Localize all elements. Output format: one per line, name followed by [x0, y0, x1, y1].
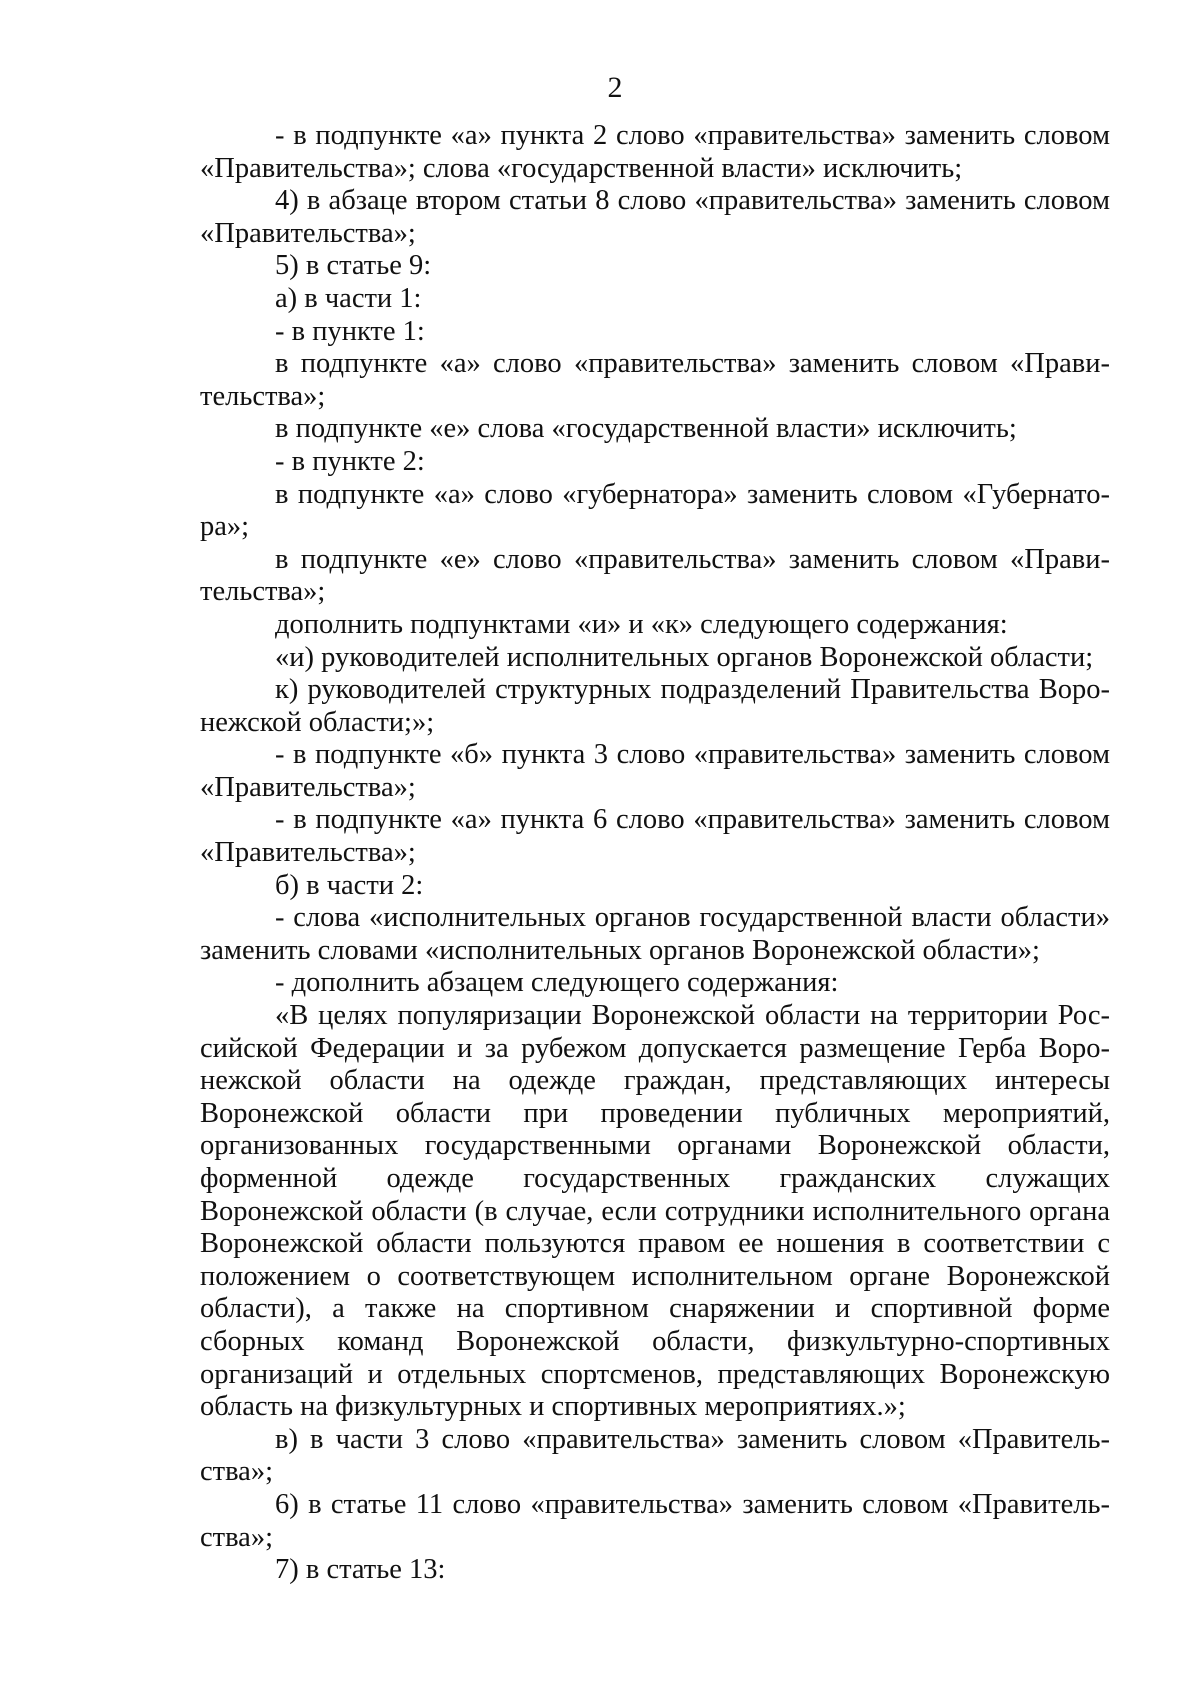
- paragraph: 6) в статье 11 слово «правительства» заменить словом «Правительства»;: [200, 1488, 1110, 1553]
- paragraph: в подпункте «е» слово «правительства» заменить словом «Правительства»;: [200, 543, 1110, 608]
- paragraph: б) в части 2:: [275, 869, 424, 901]
- paragraph: - в подпункте «а» пункта 6 слово «правительства» заменить словом «Правительства»;: [200, 804, 1110, 869]
- paragraph: в) в части 3 слово «правительства» заменить словом «Правительства»;: [200, 1423, 1110, 1488]
- paragraph: - в подпункте «а» пункта 2 слово «правительства» заменить словом «Правительства»; слова «государственной власти» исключить;: [200, 120, 1110, 184]
- paragraph: а) в части 1:: [275, 282, 422, 314]
- paragraph: - дополнить абзацем следующего содержания:: [275, 967, 839, 999]
- paragraph: - в пункте 2:: [275, 445, 425, 477]
- page-number: 2: [607, 71, 623, 104]
- paragraph: в подпункте «а» слово «губернатора» заменить словом «Губернатора»;: [200, 478, 1110, 543]
- paragraph: дополнить подпунктами «и» и «к» следующего содержания:: [275, 608, 1008, 640]
- paragraph: - в пункте 1:: [275, 315, 425, 347]
- paragraph: «и) руководителей исполнительных органов Воронежской области;: [275, 641, 1094, 673]
- paragraph: 7) в статье 13:: [275, 1554, 446, 1586]
- paragraph: «В целях популяризации Воронежской области на территории Российской Федерации и за рубежом допускается размещение Герба Воронежской области на одежде граждан, представляющих интересы Воронежской области при проведении публичных мероприятий, организованных государственными органами Воронежской области, форменной одежде государственных гражданских служащих Воронежской области (в случае, если сотрудники исполнительного органа Воронежской области пользуются правом ее ношения в соответствии с положением о соответствующем исполнительном органе Воронежской области), а также на спортивном снаряжении и спортивной форме сборных команд Воронежской области, физкультурно-спортивных организаций и отдельных спортсменов, представляющих Воронежскую область на физкультурных и спортивных мероприятиях.»;: [200, 1000, 1110, 1423]
- paragraph: в подпункте «е» слова «государственной власти» исключить;: [275, 413, 1017, 445]
- paragraph: 5) в статье 9:: [275, 250, 432, 282]
- paragraph: - слова «исполнительных органов государственной власти области» заменить словами «исполнительных органов Воронежской области»;: [200, 902, 1110, 966]
- paragraph: к) руководителей структурных подразделений Правительства Воронежской области;»;: [200, 674, 1110, 738]
- paragraph: в подпункте «а» слово «правительства» заменить словом «Правительства»;: [200, 348, 1110, 412]
- paragraph: - в подпункте «б» пункта 3 слово «правительства» заменить словом «Правительства»;: [200, 739, 1110, 803]
- paragraph: 4) в абзаце втором статьи 8 слово «правительства» заменить словом «Правительства»;: [200, 185, 1110, 249]
- document-body: [200, 120, 1110, 1587]
